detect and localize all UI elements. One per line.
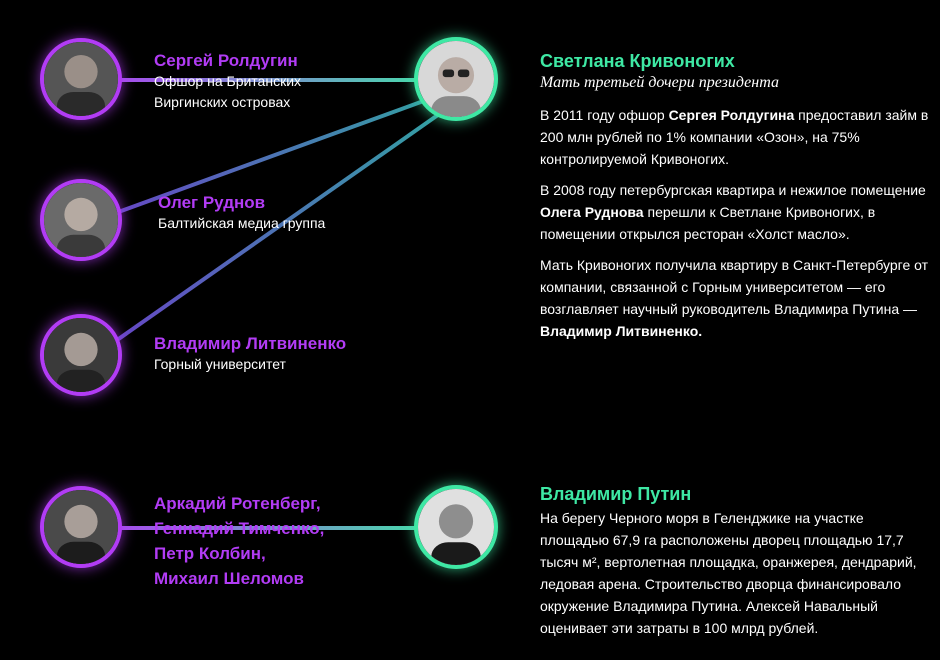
person-photo-icon: [44, 42, 118, 116]
person-photo-icon: [44, 183, 118, 257]
avatar-putin: [414, 485, 498, 569]
highlighted-name: Владимир Литвиненко.: [540, 323, 703, 339]
target-paragraphs: [540, 507, 935, 639]
source-name: Олег Руднов: [158, 193, 266, 212]
source-name: Сергей Ролдугин: [154, 51, 298, 70]
target-paragraph: [540, 254, 935, 342]
paragraph-text: В 2011 году офшор: [540, 107, 669, 123]
target-krivonogikh: [540, 50, 935, 351]
highlighted-name: Олега Руднова: [540, 204, 644, 220]
avatar-litvinenko: [40, 314, 122, 396]
paragraph-text: На берегу Черного моря в Геленджике на участке площадью 67,9 га расположены дворец площадью 17,7 тысяч м², вертолетная площадка, оранжерея, дендрарий, ледовая арена. Строительство дворца финансировало окружение Владимира Путина. Алексей Навальный оценивает эти затраты в 100 млрд рублей.: [540, 510, 917, 636]
target-putin: [540, 483, 935, 648]
person-photo-icon: [44, 490, 118, 564]
source-group: [154, 491, 324, 591]
paragraph-text: предоставил займ в 200 млн рублей по 1% компании «Озон», на 75% контролируемой Кривоногих.: [540, 107, 929, 167]
source-name: Геннадий Тимченко,: [154, 519, 325, 538]
paragraph-text: Мать Кривоногих получила квартиру в Санкт-Петербурге от компании, связанной с Горным университетом — его возглавляет научный руководитель Владимира Путина —: [540, 257, 929, 317]
source-name: Михаил Шеломов: [154, 569, 304, 588]
source-description: Горный университет: [154, 356, 286, 372]
source-roldugin: [154, 50, 301, 113]
target-name: Светлана Кривоногих: [540, 51, 735, 71]
source-rudnov: [158, 192, 325, 234]
person-photo-icon: [44, 318, 118, 392]
target-paragraph: [540, 179, 935, 245]
source-description: Виргинских островах: [154, 94, 291, 110]
source-description: Балтийская медиа группа: [158, 215, 326, 231]
highlighted-name: Сергея Ролдугина: [668, 107, 795, 123]
source-name: Петр Колбин,: [154, 544, 266, 563]
person-photo-icon: [418, 489, 494, 565]
target-name: Владимир Путин: [540, 484, 692, 504]
source-litvinenko: [154, 333, 346, 375]
target-paragraph: [540, 104, 935, 170]
source-name: Аркадий Ротенберг,: [154, 494, 321, 513]
person-photo-icon: [418, 41, 494, 117]
source-description: Офшор на Британских: [154, 73, 302, 89]
source-name: Владимир Литвиненко: [154, 334, 347, 353]
target-paragraph: [540, 507, 935, 639]
avatar-krivonogikh: [414, 37, 498, 121]
avatar-roldugin: [40, 38, 122, 120]
avatar-rudnov: [40, 179, 122, 261]
target-subtitle: Мать третьей дочери президента: [540, 74, 779, 91]
paragraph-text: перешли к Светлане Кривоногих, в помещении открылся ресторан «Холст масло».: [540, 204, 876, 242]
target-paragraphs: [540, 104, 935, 342]
paragraph-text: В 2008 году петербургская квартира и нежилое помещение: [540, 182, 926, 198]
avatar-rotenberg: [40, 486, 122, 568]
